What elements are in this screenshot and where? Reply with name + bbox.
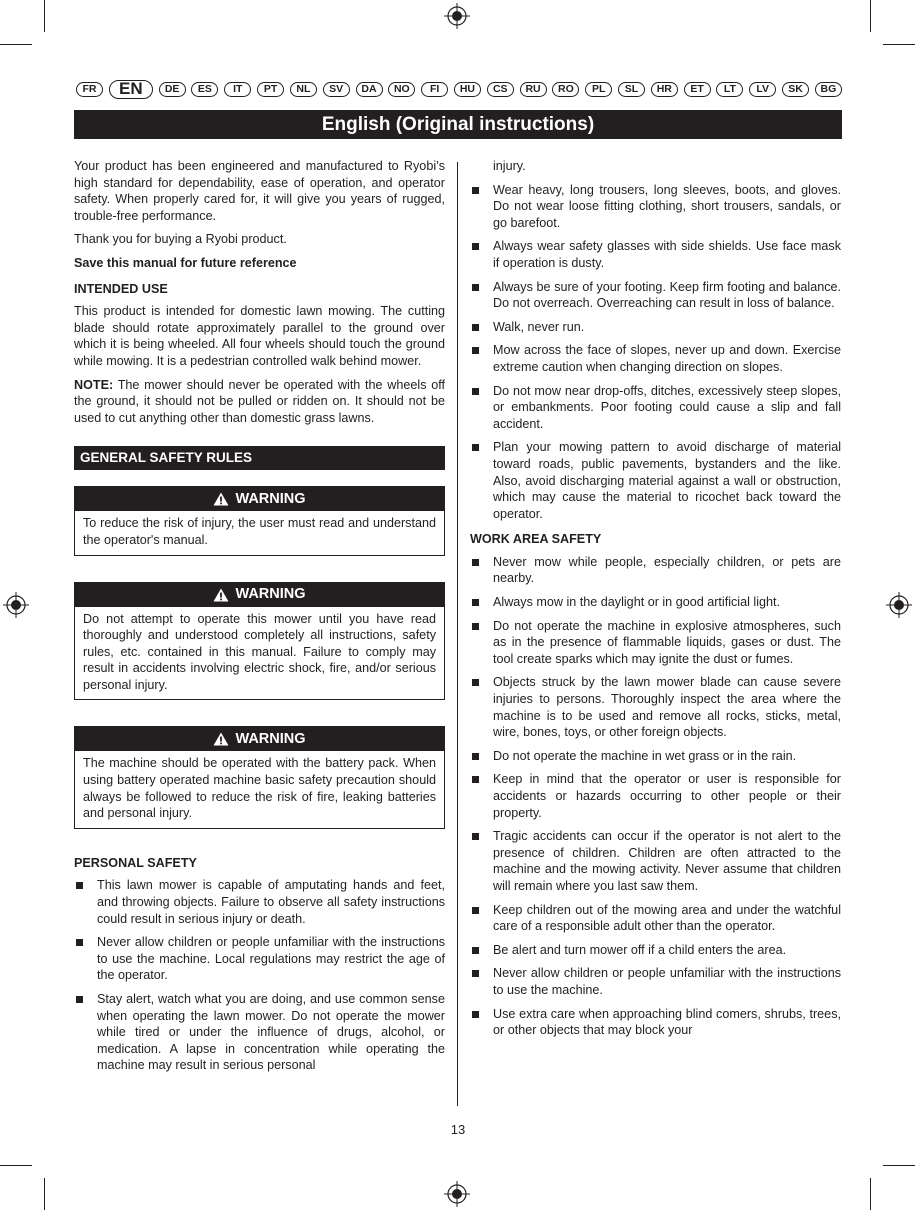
- warning-header: [75, 487, 444, 511]
- personal-safety-heading: PERSONAL SAFETY: [74, 855, 197, 870]
- right-column: [470, 158, 841, 1046]
- bullet-square-icon: [472, 623, 479, 630]
- language-tab-sv[interactable]: SV: [323, 82, 350, 97]
- intended-use-note: [74, 377, 445, 427]
- bullet-square-icon: [472, 776, 479, 783]
- language-tab-fi[interactable]: FI: [421, 82, 448, 97]
- warning-box: [74, 726, 445, 828]
- save-manual-note: Save this manual for future reference: [74, 255, 297, 270]
- list-item: Be alert and turn mower off if a child enters the area.: [470, 942, 841, 959]
- bullet-square-icon: [472, 753, 479, 760]
- thank-you-text: Thank you for buying a Ryobi product.: [74, 232, 287, 247]
- warning-triangle-icon: [213, 732, 229, 746]
- bullet-square-icon: [472, 559, 479, 566]
- warning-triangle-icon: [213, 588, 229, 602]
- list-item: Never mow while people, especially children, or pets are nearby.: [470, 554, 841, 587]
- list-item: Stay alert, watch what you are doing, and use common sense when operating the lawn mower. Do not operate the mower while tired or under the influence of drugs, alcohol, or medication. A lapse in concentration while operating the machine may result in serious personal: [74, 991, 445, 1074]
- list-item: Never allow children or people unfamiliar with the instructions to use the machine.: [470, 965, 841, 998]
- language-tab-en[interactable]: EN: [109, 80, 153, 99]
- language-tab-et[interactable]: ET: [684, 82, 711, 97]
- language-tab-hr[interactable]: HR: [651, 82, 678, 97]
- intended-use-heading: INTENDED USE: [74, 281, 168, 296]
- page-number: 13: [450, 1122, 466, 1137]
- language-tab-da[interactable]: DA: [356, 82, 383, 97]
- bullet-square-icon: [472, 444, 479, 451]
- crop-mark: [0, 1165, 32, 1166]
- list-item: Keep children out of the mowing area and under the watchful care of a responsible adult other than the operator.: [470, 902, 841, 935]
- list-item: Never allow children or people unfamiliar with the instructions to use the machine. Local regulations may restrict the age of the operator.: [74, 934, 445, 984]
- language-tab-pl[interactable]: PL: [585, 82, 612, 97]
- page-title: English (Original instructions): [74, 110, 842, 139]
- bullet-square-icon: [472, 947, 479, 954]
- bullet-square-icon: [472, 907, 479, 914]
- list-item: Do not operate the machine in explosive atmospheres, such as in the presence of flammable liquids, gases or dust. The tool create sparks which may ignite the dust or fumes.: [470, 618, 841, 668]
- list-item: Keep in mind that the operator or user is responsible for accidents or hazards occurring to other people or their property.: [470, 771, 841, 821]
- crop-mark: [870, 1178, 871, 1210]
- list-item: Tragic accidents can occur if the operator is not alert to the presence of children. Children are often attracted to the machine and the mowing activity. Never assume that children will remain where you last saw them.: [470, 828, 841, 894]
- work-area-safety-list: [470, 554, 841, 1039]
- registration-mark-icon: [444, 3, 470, 29]
- list-item: Always mow in the daylight or in good artificial light.: [470, 594, 841, 611]
- crop-mark: [44, 1178, 45, 1210]
- bullet-square-icon: [472, 1011, 479, 1018]
- registration-mark-icon: [886, 592, 912, 618]
- list-item-continuation: injury.: [493, 159, 526, 173]
- language-tab-de[interactable]: DE: [159, 82, 186, 97]
- list-item: Do not operate the machine in wet grass or in the rain.: [470, 748, 841, 765]
- language-tab-cs[interactable]: CS: [487, 82, 514, 97]
- crop-mark: [883, 1165, 915, 1166]
- bullet-square-icon: [472, 599, 479, 606]
- registration-mark-icon: [3, 592, 29, 618]
- list-item: Wear heavy, long trousers, long sleeves, boots, and gloves. Do not wear loose fitting clothing, short trousers, sandals, or go barefoot.: [470, 182, 841, 232]
- warning-label: WARNING: [235, 491, 306, 508]
- warning-header: [75, 727, 444, 751]
- language-tab-nl[interactable]: NL: [290, 82, 317, 97]
- list-item: Objects struck by the lawn mower blade can cause severe injuries to persons. Thoroughly inspect the area where the machine is to be used and remove all rocks, sticks, metal, wire, bones, toys, or other foreign objects.: [470, 674, 841, 740]
- column-divider: [457, 162, 458, 1106]
- language-tab-ro[interactable]: RO: [552, 82, 579, 97]
- intro-paragraph: Your product has been engineered and manufactured to Ryobi’s high standard for dependability, ease of operation, and operator safety. When properly cared for, it will give you years of rugged, trouble-free performance.: [74, 159, 445, 223]
- list-item: This lawn mower is capable of amputating hands and feet, and throwing objects. Failure to observe all safety instructions could result in serious injury or death.: [74, 877, 445, 927]
- warning-label: WARNING: [235, 731, 306, 748]
- bullet-square-icon: [472, 324, 479, 331]
- bullet-square-icon: [472, 243, 479, 250]
- warning-text: Do not attempt to operate this mower until you have read thoroughly and understood completely all instructions, safety rules, etc. contained in this manual. Failure to comply may result in accidents involving electric shock, fire, and/or serious personal injury.: [83, 611, 436, 692]
- list-item: Always wear safety glasses with side shields. Use face mask if operation is dusty.: [470, 238, 841, 271]
- crop-mark: [44, 0, 45, 32]
- warning-label: WARNING: [235, 586, 306, 603]
- general-safety-rules-heading: GENERAL SAFETY RULES: [74, 446, 445, 470]
- list-item: Plan your mowing pattern to avoid discharge of material toward roads, public pavements, bystanders and the like. Also, avoid discharging material against a wall or obstruction, which may cause the material to ricochet back toward the operator.: [470, 439, 841, 522]
- warning-triangle-icon: [213, 492, 229, 506]
- warning-text: The machine should be operated with the battery pack. When using battery operated machine basic safety precaution should always be followed to reduce the risk of fire, leaking batteries and personal injury.: [83, 756, 436, 821]
- work-area-safety-heading: WORK AREA SAFETY: [470, 532, 602, 547]
- bullet-square-icon: [472, 284, 479, 291]
- warning-text: To reduce the risk of injury, the user must read and understand the operator's manual.: [83, 516, 436, 547]
- bullet-square-icon: [472, 347, 479, 354]
- warning-box: [74, 486, 445, 555]
- crop-mark: [883, 44, 915, 45]
- note-text: The mower should never be operated with the wheels off the ground, it should not be pulled or ridden on. It should not be used to cut anything other than domestic grass lawns.: [74, 377, 445, 425]
- bullet-square-icon: [472, 833, 479, 840]
- list-item: Always be sure of your footing. Keep firm footing and balance. Do not overreach. Overreaching can result in loss of balance.: [470, 279, 841, 312]
- language-tab-no[interactable]: NO: [388, 82, 415, 97]
- language-tab-lt[interactable]: LT: [716, 82, 743, 97]
- crop-mark: [870, 0, 871, 32]
- bullet-square-icon: [472, 388, 479, 395]
- note-label: NOTE:: [74, 377, 114, 392]
- bullet-square-icon: [472, 679, 479, 686]
- warning-header: [75, 583, 444, 607]
- crop-mark: [0, 44, 32, 45]
- registration-mark-icon: [444, 1181, 470, 1207]
- warning-box: [74, 582, 445, 701]
- personal-safety-list-continued: [470, 182, 841, 523]
- language-tab-hu[interactable]: HU: [454, 82, 481, 97]
- bullet-square-icon: [472, 970, 479, 977]
- language-tab-ru[interactable]: RU: [520, 82, 547, 97]
- language-tab-pt[interactable]: PT: [257, 82, 284, 97]
- language-tab-sl[interactable]: SL: [618, 82, 645, 97]
- language-tab-es[interactable]: ES: [191, 82, 218, 97]
- language-tab-bg[interactable]: BG: [815, 82, 842, 97]
- bullet-square-icon: [76, 882, 83, 889]
- list-item: Mow across the face of slopes, never up and down. Exercise extreme caution when changing direction on slopes.: [470, 342, 841, 375]
- intended-use-text: This product is intended for domestic lawn mowing. The cutting blade should rotate approximately parallel to the ground over which it is being wheeled. All four wheels should touch the ground while mowing. It is a pedestrian controlled walk behind mower.: [74, 304, 445, 368]
- language-tab-it[interactable]: IT: [224, 82, 251, 97]
- bullet-square-icon: [76, 939, 83, 946]
- list-item: Use extra care when approaching blind comers, shrubs, trees, or other objects that may block your: [470, 1006, 841, 1039]
- language-tab-sk[interactable]: SK: [782, 82, 809, 97]
- bullet-square-icon: [472, 187, 479, 194]
- language-tab-fr[interactable]: FR: [76, 82, 103, 97]
- language-tabs: [76, 80, 842, 98]
- list-item: Walk, never run.: [470, 319, 841, 336]
- list-item: Do not mow near drop-offs, ditches, excessively steep slopes, or embankments. Poor footing could cause a slip and fall accident.: [470, 383, 841, 433]
- bullet-square-icon: [76, 996, 83, 1003]
- language-tab-lv[interactable]: LV: [749, 82, 776, 97]
- personal-safety-list: [74, 877, 445, 1074]
- left-column: [74, 158, 445, 1081]
